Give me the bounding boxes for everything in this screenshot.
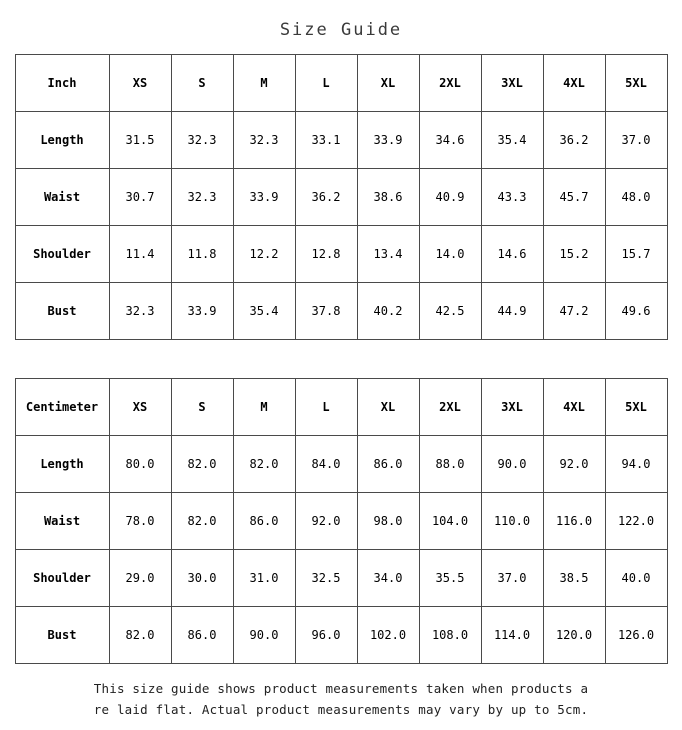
cell: 11.8 [171,226,233,283]
cell: 88.0 [419,436,481,493]
cell: 30.7 [109,169,171,226]
cell: 114.0 [481,607,543,664]
table-row [15,493,667,550]
size-header-4xl: 4XL [543,379,605,436]
table-row [15,169,667,226]
size-header-xs: XS [109,379,171,436]
cell: 35.4 [481,112,543,169]
cell: 33.9 [171,283,233,340]
cell: 122.0 [605,493,667,550]
cell: 82.0 [233,436,295,493]
cell: 104.0 [419,493,481,550]
cell: 82.0 [109,607,171,664]
row-label-length: Length [15,112,109,169]
cell: 86.0 [171,607,233,664]
table-row [15,607,667,664]
size-header-m: M [233,379,295,436]
cell: 35.5 [419,550,481,607]
size-table-inch [15,54,668,340]
size-header-2xl: 2XL [419,379,481,436]
cell: 49.6 [605,283,667,340]
size-header-l: L [295,55,357,112]
cell: 78.0 [109,493,171,550]
size-header-l: L [295,379,357,436]
cell: 36.2 [543,112,605,169]
cell: 32.3 [109,283,171,340]
cell: 102.0 [357,607,419,664]
cell: 37.0 [481,550,543,607]
cell: 40.0 [605,550,667,607]
cell: 37.8 [295,283,357,340]
table-header-row [15,379,667,436]
cell: 42.5 [419,283,481,340]
size-header-3xl: 3XL [481,55,543,112]
cell: 48.0 [605,169,667,226]
unit-label-centimeter: Centimeter [15,379,109,436]
cell: 14.6 [481,226,543,283]
cell: 31.5 [109,112,171,169]
cell: 120.0 [543,607,605,664]
cell: 34.6 [419,112,481,169]
cell: 38.5 [543,550,605,607]
cell: 33.9 [357,112,419,169]
cell: 116.0 [543,493,605,550]
size-header-xl: XL [357,379,419,436]
cell: 86.0 [233,493,295,550]
cell: 32.3 [233,112,295,169]
cell: 13.4 [357,226,419,283]
cell: 40.9 [419,169,481,226]
cell: 31.0 [233,550,295,607]
size-header-5xl: 5XL [605,379,667,436]
table-row [15,283,667,340]
size-header-5xl: 5XL [605,55,667,112]
cell: 94.0 [605,436,667,493]
size-table-centimeter [15,378,668,664]
row-label-length: Length [15,436,109,493]
size-header-xs: XS [109,55,171,112]
size-header-4xl: 4XL [543,55,605,112]
size-guide-note [15,664,667,720]
row-label-waist: Waist [15,493,109,550]
table-row [15,112,667,169]
cell: 98.0 [357,493,419,550]
cell: 86.0 [357,436,419,493]
cell: 32.5 [295,550,357,607]
cell: 30.0 [171,550,233,607]
note-line-1: This size guide shows product measurements taken when products a [93,681,589,696]
cell: 92.0 [295,493,357,550]
cell: 47.2 [543,283,605,340]
table-row [15,436,667,493]
cell: 32.3 [171,112,233,169]
cell: 80.0 [109,436,171,493]
unit-label-inch: Inch [15,55,109,112]
cell: 90.0 [233,607,295,664]
cell: 29.0 [109,550,171,607]
cell: 12.2 [233,226,295,283]
row-label-bust: Bust [15,283,109,340]
cell: 15.7 [605,226,667,283]
size-header-3xl: 3XL [481,379,543,436]
cell: 45.7 [543,169,605,226]
cell: 37.0 [605,112,667,169]
table-row [15,226,667,283]
cell: 11.4 [109,226,171,283]
cell: 84.0 [295,436,357,493]
row-label-shoulder: Shoulder [15,226,109,283]
cell: 38.6 [357,169,419,226]
cell: 33.9 [233,169,295,226]
size-header-m: M [233,55,295,112]
row-label-waist: Waist [15,169,109,226]
note-line-2: re laid flat. Actual product measurements may vary by up to 5cm. [93,702,589,717]
cell: 82.0 [171,493,233,550]
table-separator [0,340,682,378]
cell: 32.3 [171,169,233,226]
table-row [15,550,667,607]
table-header-row [15,55,667,112]
cell: 96.0 [295,607,357,664]
cell: 34.0 [357,550,419,607]
row-label-shoulder: Shoulder [15,550,109,607]
size-header-s: S [171,55,233,112]
cell: 35.4 [233,283,295,340]
cell: 43.3 [481,169,543,226]
size-header-xl: XL [357,55,419,112]
cell: 36.2 [295,169,357,226]
cell: 14.0 [419,226,481,283]
cell: 92.0 [543,436,605,493]
cell: 44.9 [481,283,543,340]
cell: 126.0 [605,607,667,664]
cell: 12.8 [295,226,357,283]
row-label-bust: Bust [15,607,109,664]
cell: 33.1 [295,112,357,169]
size-header-2xl: 2XL [419,55,481,112]
cell: 15.2 [543,226,605,283]
size-header-s: S [171,379,233,436]
cell: 40.2 [357,283,419,340]
cell: 108.0 [419,607,481,664]
page-title: Size Guide [279,20,403,40]
cell: 82.0 [171,436,233,493]
cell: 110.0 [481,493,543,550]
cell: 90.0 [481,436,543,493]
